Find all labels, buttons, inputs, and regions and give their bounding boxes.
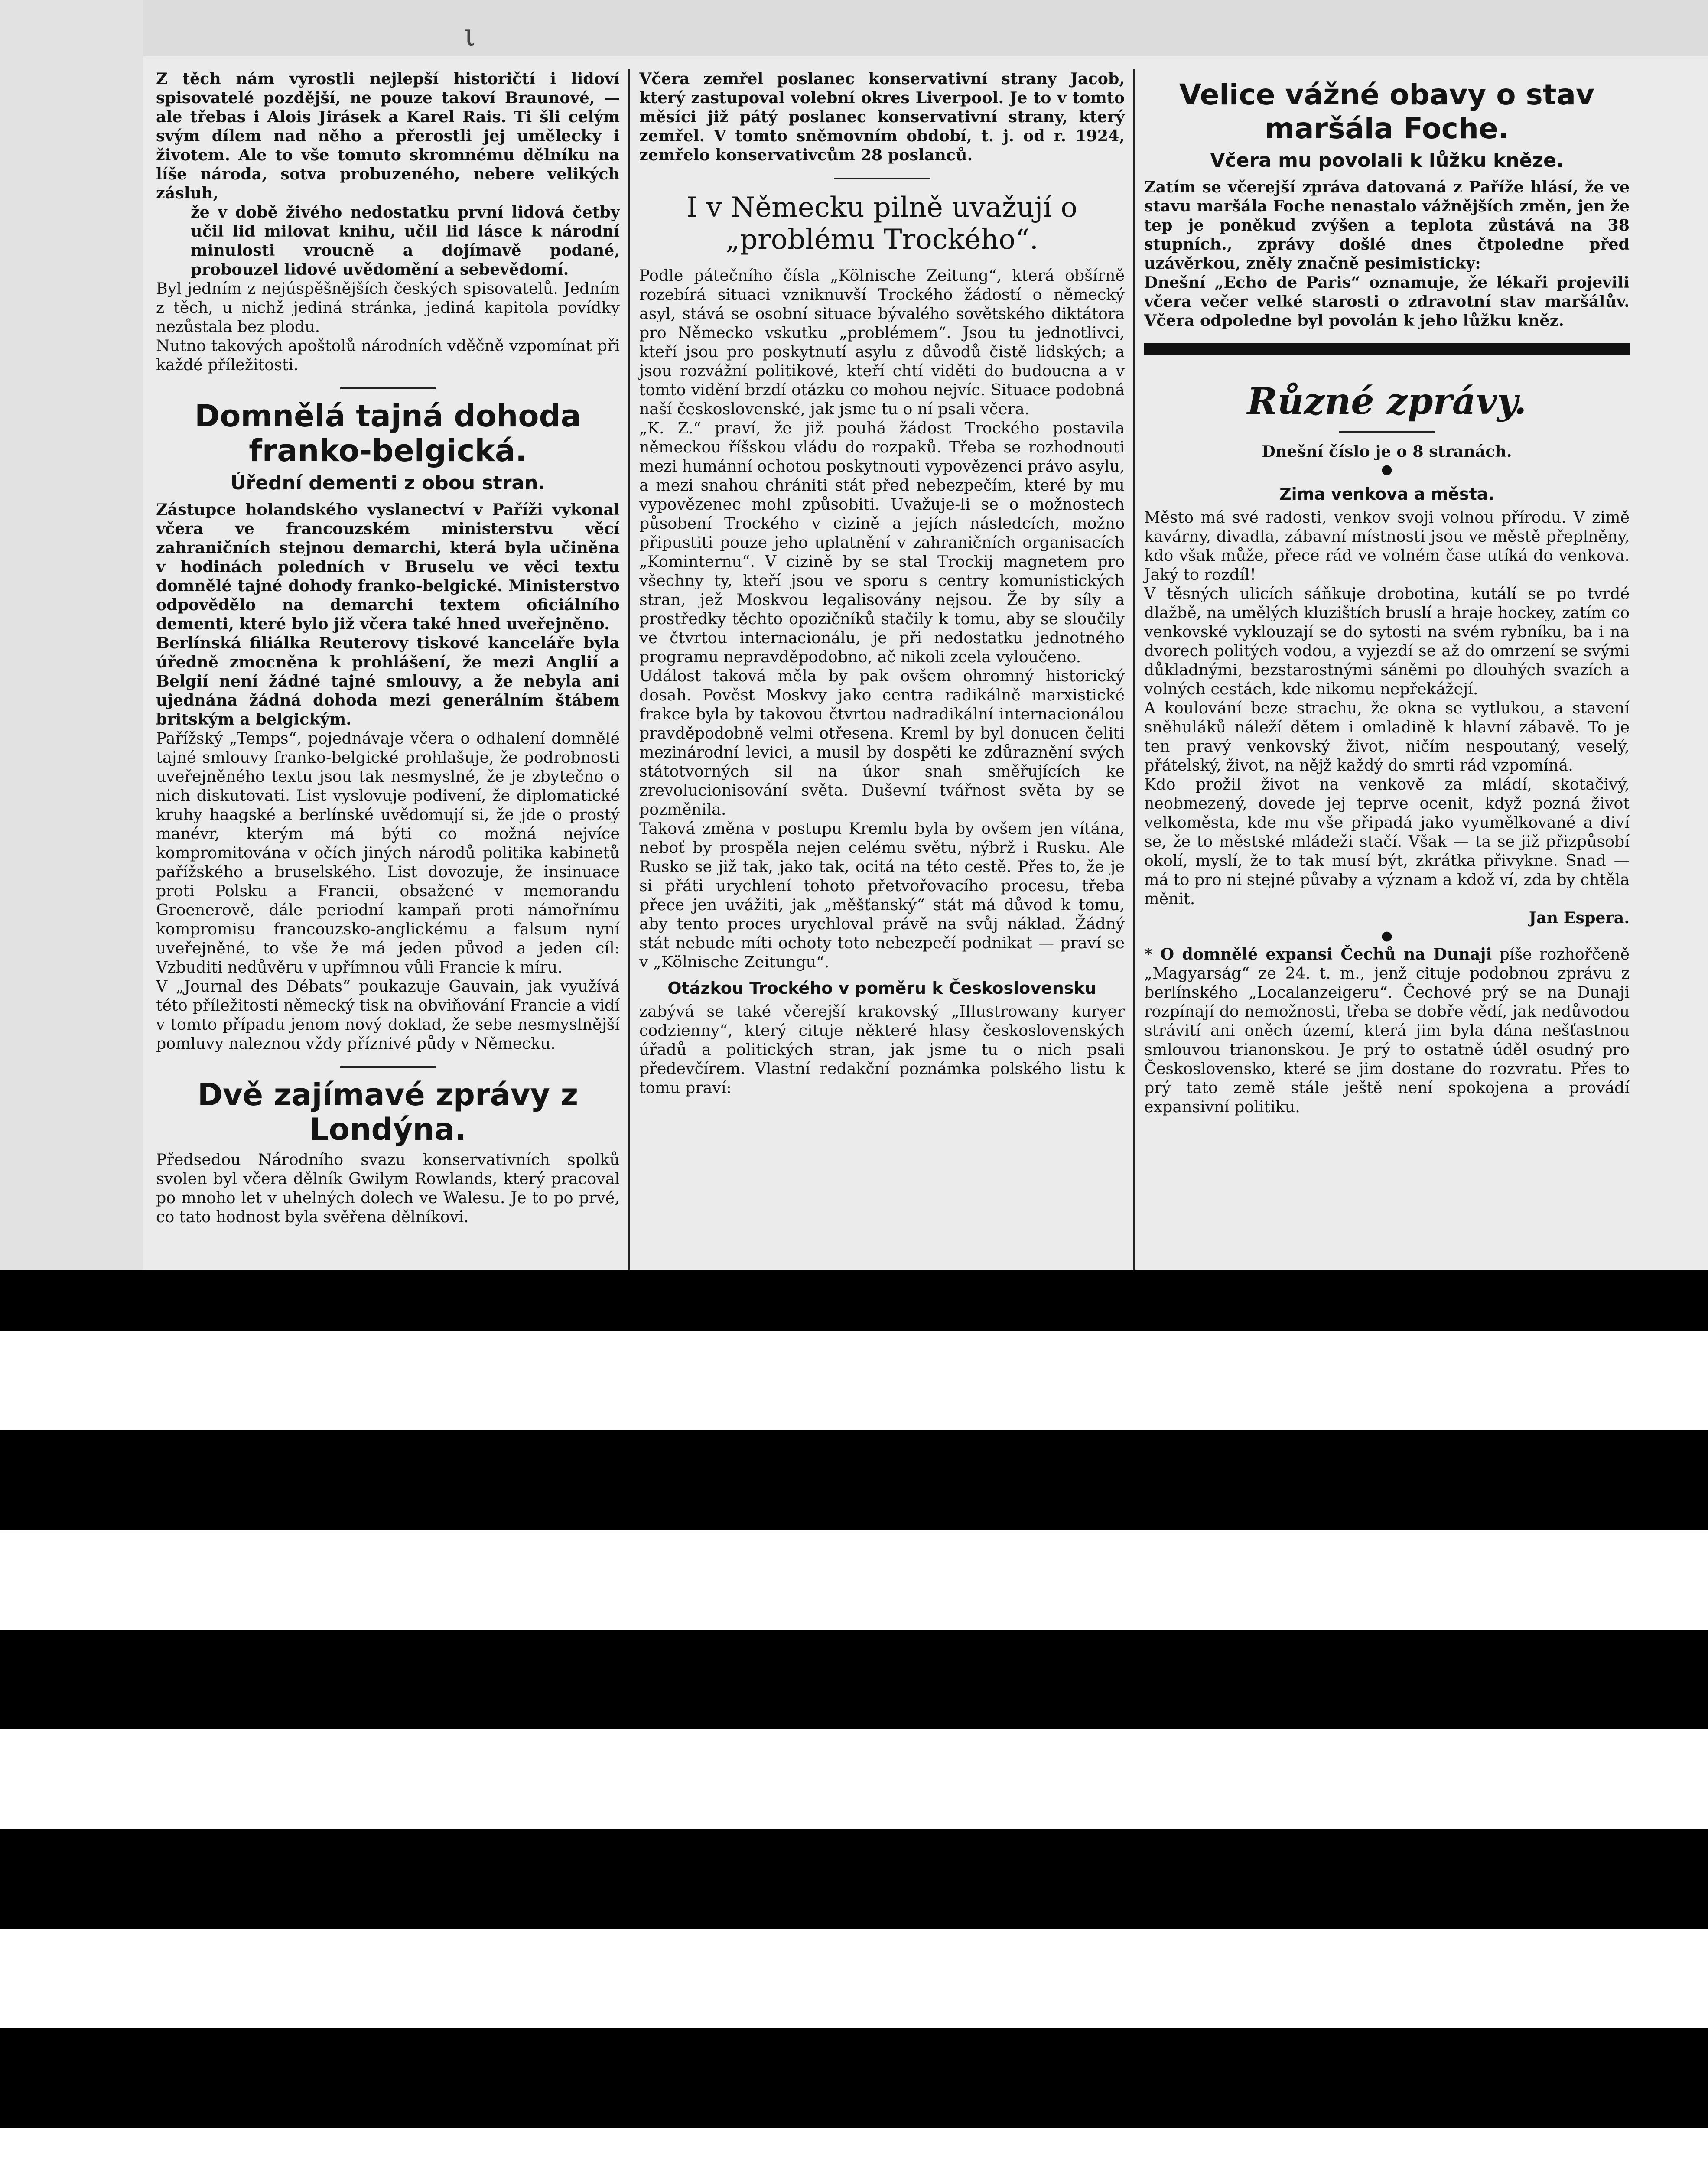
trocky-p4: Taková změna v postupu Kremlu byla by ovšem jen vítána, neboť by prospěla nejen celému světu, nýbrž i Rusku. Ale Rusko se již tak, jako tak, ocitá na této cestě. Přes to, že je si přáti urychlení tohoto přetvořovacího procesu, třeba přece jen uvážiti, jak „měšťanský“ stát má důvod k tomu, aby tento proces urychloval právě na svůj náklad. Žádný stát nebude míti ochoty toto nebezpečí podnikat — praví se v „Kölnische Zeitungu“. (639, 819, 1125, 971)
column-1 (156, 69, 620, 1227)
separator (834, 178, 930, 179)
article-title-trocky-germany: I v Německu pilně uvažují o „problému Trockého“. (686, 192, 1077, 256)
article-title-franco-belgian: Domnělá tajná dohoda franko-belgická. (195, 398, 581, 469)
franco-belgian-lead2: Berlínská filiálka Reuterovy tiskové kanceláře byla úředně zmocněna k prohlášení, že mezi Anglií a Belgií není žádné tajné smlouvy, a že nebyla ani ujednána žádná dohoda mezi generálním štábem britským a belgickým. (156, 634, 620, 729)
trocky-p3: Událost taková měla by pak ovšem ohromný historický dosah. Pověst Moskvy jako centra radikálně marxistické frakce byla by takovou čtvrtou nadradikální internacionálou pravděpodobně velmi otřesena. Kreml by byl donucen čeliti mezinárodní levici, a musil by dospěti ke zdůraznění svých státotvorných sil na úkor snah směřujících ke zrevolucionisování světa. Duševní tvářnost světa by se pozměnila. (639, 667, 1125, 819)
winter-p2: V těsných ulicích sáňkuje drobotina, kutálí se po tvrdé dlažbě, na umělých kluzištích bruslí a hraje hockey, zatím co venkovské vyklouzají se do sytosti na svém rybníku, ba i na dvorech politých vodou, a vyjezdí se až do omrzení se svými důkladnými, bezstarostnými sáněmi po dlouhých svazích a volných cestách, kde nikomu nepřekážejí. (1144, 584, 1630, 698)
foch-p2: Dnešní „Echo de Paris“ oznamuje, že lékaři projevili včera večer velké starosti o zdravotní stav maršálův. Včera odpoledne byl povolán k jeho lůžku kněz. (1144, 273, 1630, 330)
column-rule-2 (1133, 69, 1135, 1270)
liverpool-note: Včera zemřel poslanec konservativní strany Jacob, který zastupoval volební okres Liverpool. Je to v tomto měsíci již pátý poslanec konservativní strany, který zemřel. V tomto sněmovním období, t. j. od r. 1924, zemřelo konservativcům 28 poslanců. (639, 69, 1125, 164)
separator (340, 1066, 436, 1068)
franco-belgian-body: Pařížský „Temps“, pojednávaje včera o odhalení domnělé tajné smlouvy franko-belgické prohlašuje, že podrobnosti uveřejněného textu jsou tak nesmyslné, že je zbytečno o nich diskutovati. List vyslovuje podivení, že diplomatické kruhy haagské a berlínské uvědomují si, že jde o prostý manévr, kterým má býti co možná nejvíce kompromitována v očích jiných národů politika kabinetů pařížského a bruselského. List dovozuje, že insinuace proti Polsku a Francii, obsažené v memorandu Groenerově, dále periodní kampaň proti námořnímu kompromisu francouzsko-anglickému a falsum nyní uveřejněné, to vše že má jeden původ a jeden cíl: Vzbuditi nedůvěru v upřímnou vůli Francie k míru. (156, 729, 620, 976)
article-title-trocky-czechoslovakia: Otázkou Trockého v poměru k Československu (667, 979, 1096, 998)
pages-note: Dnešní číslo je o 8 stranách. (1262, 442, 1512, 461)
bullet-icon: ● (1381, 928, 1393, 944)
article-subtitle-foch: Včera mu povolali k lůžku kněze. (1210, 150, 1564, 172)
stripe (0, 1929, 1708, 2028)
section-title-various-news: Různé zprávy. (1247, 380, 1527, 423)
franco-belgian-body2: V „Journal des Débats“ poukazuje Gauvain, jak využívá této příležitosti německý tisk na obviňování Francie a vidí v tomto případu jenom nový doklad, že sebe nesmyslnější pomluvy naleznou vždy příznivé půdy v Německu. (156, 977, 620, 1053)
separator (1339, 431, 1435, 433)
article-title-foch: Velice vážné obavy o stav maršála Foche. (1179, 78, 1594, 145)
column-2 (639, 69, 1125, 1097)
jirasek-highlight: že v době živého nedostatku první lidová četby učil lid milovat knihu, učil lid lásce k národní minulosti vroucně a dojímavě podané, probouzel lidové uvědomění a sebevědomí. (191, 203, 620, 279)
trocky-p2: „K. Z.“ praví, že již pouhá žádost Trockého postavila německou říšskou vládu do rozpaků. Třeba se rozhodnouti mezi humánní ochotou poskytnouti vypovězenci právo asylu, a mezi snahou chrániti stát před nebezpečím, které by mu vypovězenec mohl způsobiti. Uvažuje-li se o možnostech působení Trockého v cizině a jejích následcích, možno připustiti pouze jeho uplatnění v zahraničních organisacích „Kominternu“. V cizině by se stal Trockij magnetem pro všechny ty, kteří jsou ve sporu s centry komunistických stran, jež Moskvou legalisovány nejsou. Že by síly a prostředky těchto opozičníků stačily k tomu, aby se sloučily ve čtvrtou internacionálu, je při nedostatku jednotného programu nepravděpodobno, ač nikoli zcela vyloučeno. (639, 419, 1125, 666)
bullet-icon: ● (1381, 462, 1393, 477)
column-rule-1 (628, 69, 630, 1270)
winter-p3: A koulování beze strachu, že okna se vytlukou, a stavení sněhuláků náleží dětem i omladině k hlavní zábavě. To je ten pravý venkovský život, ničím nespoutaný, veselý, přátelský, život, na nějž každý do smrti rád vzpomíná. (1144, 699, 1630, 774)
stripe (0, 1729, 1708, 1829)
left-margin (0, 0, 143, 1270)
jirasek-p2: Byl jedním z nejúspěšnějších českých spisovatelů. Jedním z těch, u nichž jediná stránka, jediná kapitola povídky nezůstala bez plodu. (156, 279, 620, 336)
winter-p4: Kdo prožil život na venkově za mládí, skotačivý, neobmezený, dovede jej teprve ocenit, když pozná život velkoměsta, kde mu vše připadá jako vyumělkované a diví se, že to městské mládeži stačí. Však — ta se již přizpůsobí okolí, myslí, že to tak musí být, zkrátka přivykne. Snad — má to pro ni stejné půvaby a význam a kdož ví, zda by chtěla měnit. (1144, 775, 1630, 908)
winter-author: Jan Espera. (1529, 908, 1630, 927)
stripe (0, 1331, 1708, 1430)
article-title-winter: Zima venkova a města. (1279, 485, 1494, 504)
winter-p1: Město má své radosti, venkov svoji volnou přírodu. V zimě kavárny, divadla, zábavní místnosti jsou ve městě přeplněny, kdo však může, přece rád ve volném čase utíká do venkova. Jaký to rozdíl! (1144, 508, 1630, 584)
column-3 (1144, 69, 1630, 1116)
jirasek-intro: Z těch nám vyrostli nejlepší historičtí i lidoví spisovatelé pozdější, ne pouze takoví Braunové, — ale třebas i Alois Jirásek a Karel Rais. Ti šli celým svým dílem nad něho a přerostli jej uměleckу i životem. Ale to vše tomuto skromnému dělníku na líše národa, sotva probuzeného, nebere velikých zásluh, (156, 69, 620, 202)
magyar-body: píše rozhořčeně „Magyarság“ ze 24. t. m., jenž cituje podobnou zprávu z berlínského „Localanzeigeru“. Čechové prý se na Dunaji rozpínají do nemožnosti, třeba se dobře vědí, jak nedůvodou strávití ani oněch území, která jim byla dána nešťastnou smlouvou trianonskou. Je prý to ostatně úděl osudný pro Československo, které se jim dostane do rozvratu. Přes to prý tato země stále ještě není spokojena a provádí expansivní politiku. (1144, 945, 1630, 1116)
separator (340, 387, 436, 389)
foch-p1: Zatím se včerejší zpráva datovaná z Paříže hlásí, že ve stavu maršála Foche nenastalo vážnějších změn, jen že tep je poněkud zvýšen a teplota zůstává na 38 stupních., zprávy došlé dnes čtpoledne před uzávěrkou, zněly značně pesimisticky: (1144, 178, 1630, 273)
london-body: Předsedou Národního svazu konservativních spolků svolen byl včera dělník Gwilym Rowlands, který pracoval po mnoho let v uhelných dolech ve Walesu. Je to po prvé, co tato hodnost byla svěřena dělníkovi. (156, 1150, 620, 1226)
article-subtitle-franco-belgian: Úřední dementi z obou stran. (230, 472, 546, 494)
jirasek-p3: Nutno takových apoštolů národních vděčně vzpomínat při každé příležitosti. (156, 336, 620, 374)
stripe (0, 1530, 1708, 1630)
trocky-cs-body: zabývá se také včerejší krakovský „Illustrowany kuryer codzienny“, který cituje některé hlasy československých úřadů a politických stran, jak jsme tu o nich psali předevčírem. Vlastní redakční poznámka polského listu k tomu praví: (639, 1002, 1125, 1097)
stripe (0, 2128, 1708, 2167)
magyar-lead: * O domnělé expansi Čechů na Dunaji (1144, 945, 1492, 963)
trocky-p1: Podle pátečního čísla „Kölnische Zeitung“, která obšírně rozebírá situaci vzniknuvší Trockého žádostí o německý asyl, stává se osobní situace bývalého sovětského diktátora pro Německo vskutku „problémem“. Jsou tu jednotlivci, kteří jsou pro poskytnutí asylu z důvodů čistě lidských; a jsou rozvážní politikové, kteří chtí viděti do budoucna a v tomto vidění brzdí otázku co mohou nejvíc. Situace podobná naší československé, jak jsme tu o ní psali včera. (639, 266, 1125, 418)
franco-belgian-lead: Zástupce holandského vyslanectví v Paříži vykonal včera ve francouzském ministerstvu věcí zahraničních stejnou demarchi, která byla učiněna v hodinách poledních v Bruselu ve věci textu domnělé tajné dohody franko-belgické. Ministerstvo odpovědělo na demarchi textem oficiálního dementi, které bylo již včera také hned uveřejněno. (156, 500, 620, 633)
article-title-london: Dvě zajímavé zprávy z Londýna. (197, 1077, 579, 1147)
section-divider (1144, 343, 1630, 355)
top-margin (0, 0, 1708, 56)
scan-mark: ι (464, 17, 476, 53)
